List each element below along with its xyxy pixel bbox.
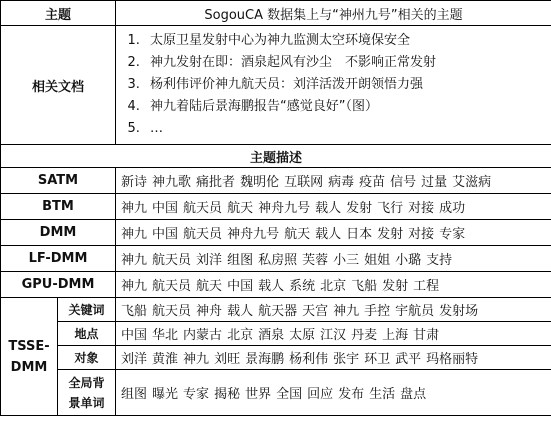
topic-word: 发布 xyxy=(338,387,365,402)
topic-word: 北京 xyxy=(320,279,347,294)
topic-word: 刘洋 xyxy=(196,253,223,268)
topic-word: 神舟九号 xyxy=(258,201,311,216)
topic-word: 疫苗 xyxy=(359,175,386,190)
topic-word: 对接 xyxy=(408,227,435,242)
topic-word: 芙蓉 xyxy=(302,253,329,268)
topic-word: 新诗 xyxy=(121,175,148,190)
tsse-row-label xyxy=(58,370,116,416)
list-item: 2. 神九发射在即：酒泉起风有沙尘 不影响正常发射 xyxy=(144,52,551,74)
topic-word: 武平 xyxy=(395,352,422,367)
topic-word: 神舟九号 xyxy=(227,227,280,242)
topic-word: 对接 xyxy=(408,201,435,216)
table-row xyxy=(1,246,551,272)
topic-word: 小璐 xyxy=(395,253,422,268)
topic-word: 飞行 xyxy=(377,201,404,216)
topic-word: 刘旺 xyxy=(214,352,241,367)
topic-word: 航天 xyxy=(284,227,311,242)
topic-word: 载人 xyxy=(315,227,342,242)
header-topic-label: 主题 xyxy=(1,1,116,26)
topic-word: 景海鹏 xyxy=(245,352,285,367)
topic-word: 丹麦 xyxy=(351,328,378,343)
related-docs-row xyxy=(1,26,551,145)
topic-word: 过量 xyxy=(421,175,448,190)
topic-word: 太原 xyxy=(289,328,316,343)
topic-word: 黄淮 xyxy=(152,352,179,367)
related-docs-label: 相关文档 xyxy=(1,26,116,145)
topic-word: 航天器 xyxy=(258,304,298,319)
tsse-name-line1: TSSE- xyxy=(8,338,50,354)
topic-word: 华北 xyxy=(152,328,179,343)
topic-word: 航天员 xyxy=(152,304,192,319)
model-name: LF-DMM xyxy=(1,246,116,272)
tsse-row-label: 关键词 xyxy=(58,298,116,322)
topic-word: 神九 xyxy=(121,279,148,294)
topic-word: 宇航员 xyxy=(395,304,435,319)
topic-word: 回应 xyxy=(307,387,334,402)
topic-word: 病毒 xyxy=(328,175,355,190)
topic-word: 日本 xyxy=(346,227,373,242)
topic-word: 魏明伦 xyxy=(240,175,280,190)
topic-section-label: 主题描述 xyxy=(1,145,551,168)
topic-word: 上海 xyxy=(382,328,409,343)
table-row xyxy=(1,168,551,194)
topic-word: 航天 xyxy=(227,201,254,216)
topic-word: 曝光 xyxy=(152,387,179,402)
topic-word: 发射 xyxy=(382,279,409,294)
topic-word: 环卫 xyxy=(364,352,391,367)
topic-word: 神九 xyxy=(183,352,210,367)
table-row xyxy=(1,322,551,346)
model-name: GPU-DMM xyxy=(1,272,116,298)
list-item: 3. 杨利伟评价神九航天员：刘洋活泼开朗领悟力强 xyxy=(144,74,551,96)
topic-word: 艾滋病 xyxy=(452,175,492,190)
topic-word: 神九 xyxy=(333,304,360,319)
topic-word: 专家 xyxy=(183,387,210,402)
topic-word: 玛格丽特 xyxy=(426,352,479,367)
topic-word: 航天 xyxy=(196,279,223,294)
topic-word: 生活 xyxy=(369,387,396,402)
topic-word: 酒泉 xyxy=(258,328,285,343)
topic-word: 天宫 xyxy=(302,304,329,319)
table-row xyxy=(1,298,551,322)
tsse-name-line2: DMM xyxy=(10,359,48,375)
topic-word: 发射场 xyxy=(439,304,479,319)
table-row xyxy=(1,272,551,298)
topic-word: 互联网 xyxy=(284,175,324,190)
topic-word: 刘洋 xyxy=(121,352,148,367)
topic-word: 成功 xyxy=(439,201,466,216)
topic-word: 手控 xyxy=(364,304,391,319)
topic-words xyxy=(116,346,551,370)
topic-word: 专家 xyxy=(439,227,466,242)
model-name: BTM xyxy=(1,194,116,220)
topic-word: 世界 xyxy=(245,387,272,402)
topic-word: 全国 xyxy=(276,387,303,402)
topic-word: 航天员 xyxy=(152,253,192,268)
table-row xyxy=(1,346,551,370)
model-name: SATM xyxy=(1,168,116,194)
topic-word: 飞船 xyxy=(351,279,378,294)
topic-word: 神九歌 xyxy=(152,175,192,190)
tsse-row-label: 对象 xyxy=(58,346,116,370)
header-title: SogouCA 数据集上与“神州九号”相关的主题 xyxy=(116,1,551,26)
table-row xyxy=(1,220,551,246)
topic-word: 私房照 xyxy=(258,253,298,268)
topic-word: 中国 xyxy=(227,279,254,294)
topic-word: 组图 xyxy=(227,253,254,268)
topic-word: 航天员 xyxy=(183,201,223,216)
topic-word: 信号 xyxy=(390,175,417,190)
topic-word: 中国 xyxy=(152,227,179,242)
list-item: 5. … xyxy=(144,118,551,140)
topic-word: 中国 xyxy=(152,201,179,216)
topic-words xyxy=(116,298,551,322)
topic-word: 张宇 xyxy=(333,352,360,367)
tsse-row-label: 地点 xyxy=(58,322,116,346)
topic-word: 甘肃 xyxy=(413,328,440,343)
list-item: 4. 神九着陆后景海鹏报告“感觉良好”（图） xyxy=(144,96,551,118)
topic-word: 北京 xyxy=(227,328,254,343)
tsse-model-name xyxy=(1,298,58,416)
table-row xyxy=(1,194,551,220)
topic-word: 载人 xyxy=(258,279,285,294)
tsse-row-label-line2: 景单词 xyxy=(68,395,105,410)
topic-word: 支持 xyxy=(426,253,453,268)
topic-word: 江汉 xyxy=(320,328,347,343)
topic-word: 小三 xyxy=(333,253,360,268)
topic-word: 内蒙古 xyxy=(183,328,223,343)
topic-word: 载人 xyxy=(227,304,254,319)
topic-word: 神九 xyxy=(121,227,148,242)
topic-word: 中国 xyxy=(121,328,148,343)
topic-word: 神舟 xyxy=(196,304,223,319)
topic-word: 痛批者 xyxy=(196,175,236,190)
topic-words xyxy=(116,194,551,220)
topic-word: 盘点 xyxy=(400,387,427,402)
topic-word: 工程 xyxy=(413,279,440,294)
topic-section-row xyxy=(1,145,551,168)
topic-word: 神九 xyxy=(121,253,148,268)
topic-word: 神九 xyxy=(121,201,148,216)
topic-word: 航天员 xyxy=(152,279,192,294)
topic-words xyxy=(116,168,551,194)
topic-word: 姐姐 xyxy=(364,253,391,268)
topic-word: 飞船 xyxy=(121,304,148,319)
topic-word: 发射 xyxy=(377,227,404,242)
topic-words xyxy=(116,246,551,272)
topic-word: 发射 xyxy=(346,201,373,216)
topic-word: 揭秘 xyxy=(214,387,241,402)
related-docs-cell xyxy=(116,26,551,145)
table-header-row xyxy=(1,1,551,26)
topic-words xyxy=(116,272,551,298)
topic-word: 航天员 xyxy=(183,227,223,242)
list-item: 1. 太原卫星发射中心为神九监测太空环境保安全 xyxy=(144,30,551,52)
topic-words xyxy=(116,322,551,346)
topic-words xyxy=(116,220,551,246)
topic-words xyxy=(116,370,551,416)
model-name: DMM xyxy=(1,220,116,246)
topic-word: 系统 xyxy=(289,279,316,294)
topic-word: 杨利伟 xyxy=(289,352,329,367)
tsse-row-label-line1: 全局背 xyxy=(68,375,105,390)
table-row xyxy=(1,370,551,416)
related-docs-list xyxy=(116,26,551,144)
topic-word: 组图 xyxy=(121,387,148,402)
topic-word: 载人 xyxy=(315,201,342,216)
